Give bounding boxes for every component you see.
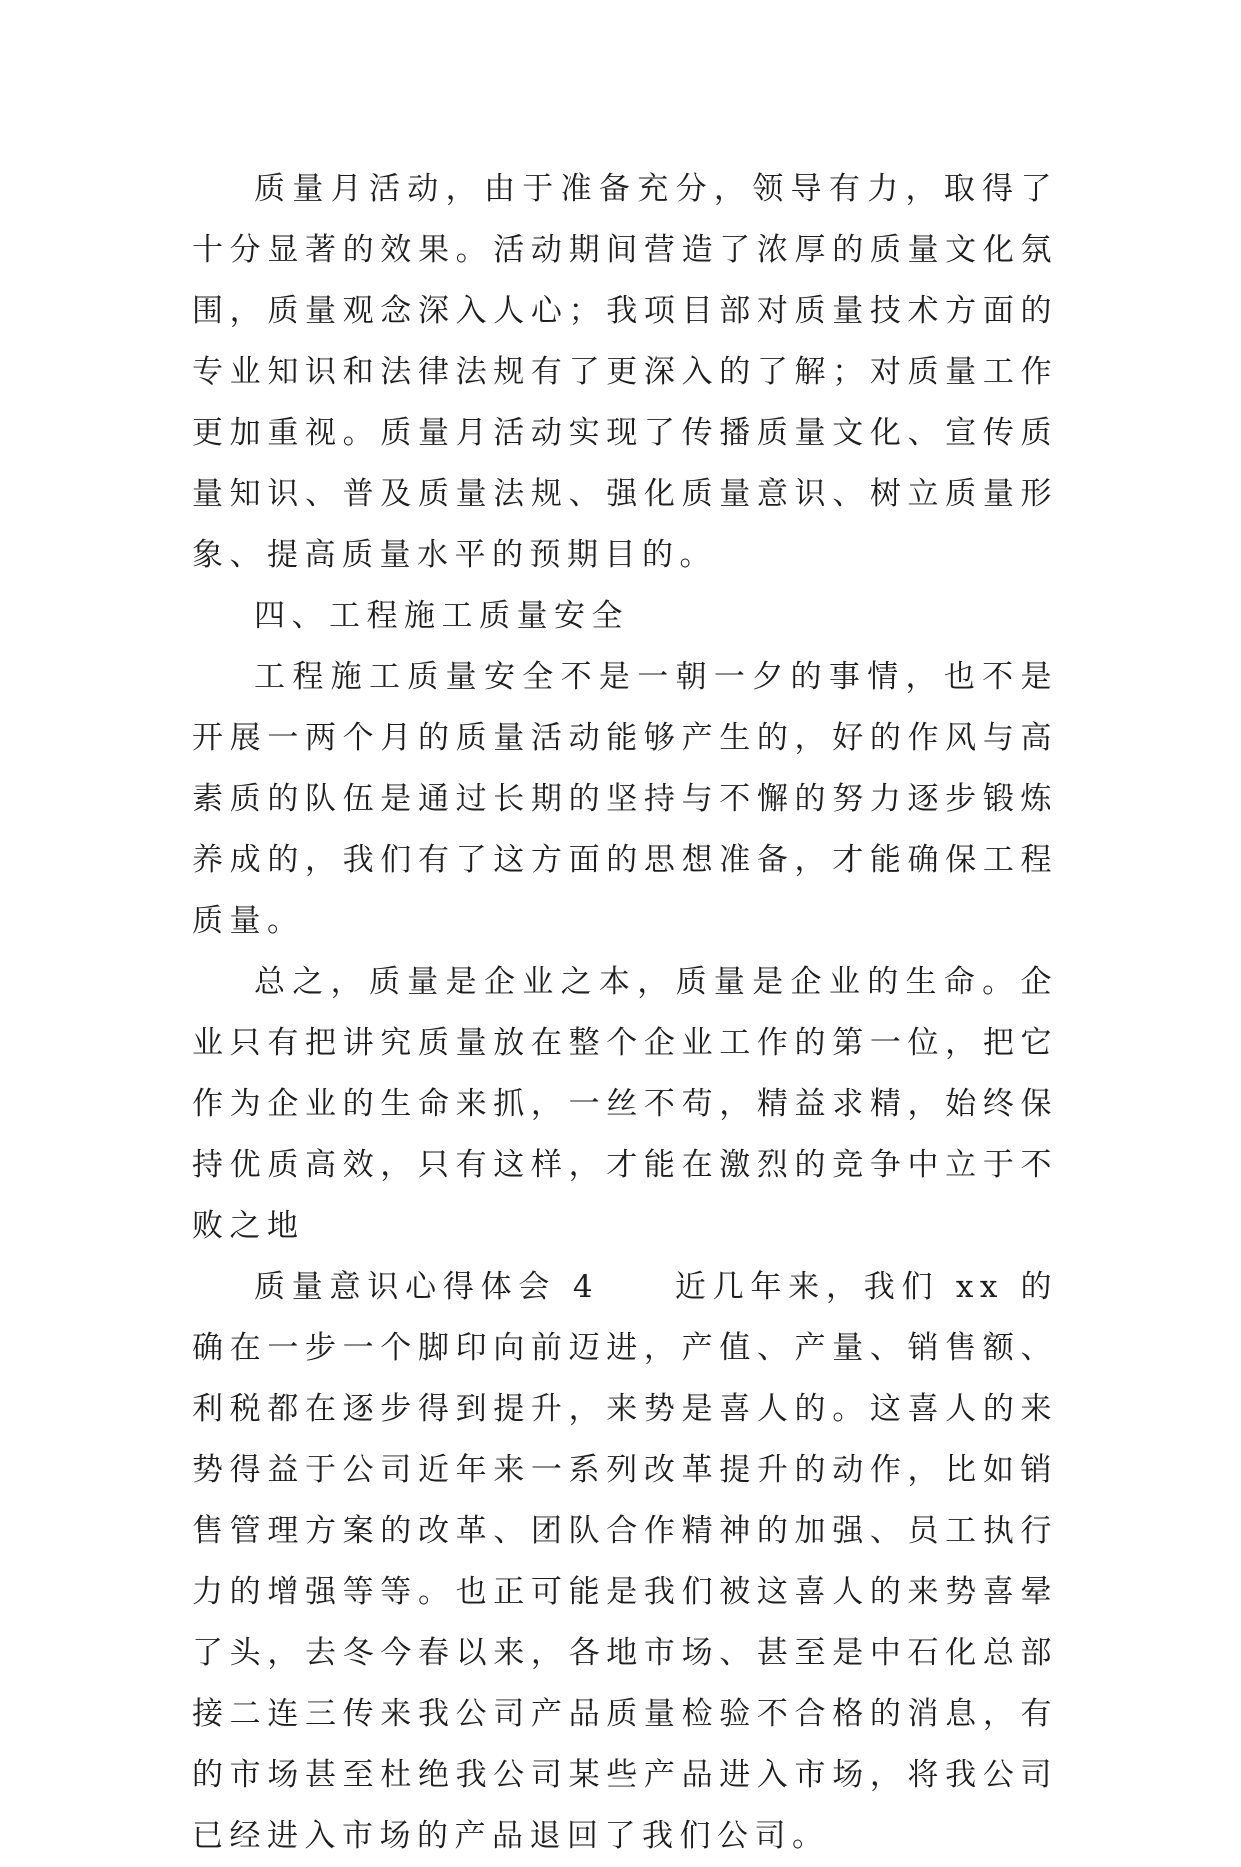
paragraph-construction-quality-safety: 工程施工质量安全不是一朝一夕的事情，也不是开展一两个月的质量活动能够产生的，好的作风与高素质的队伍是通过长期的坚持与不懈的努力逐步锻炼养成的，我们有了这方面的思想准备，才能确保工程质量。 bbox=[192, 659, 1058, 939]
document-body bbox=[192, 159, 1058, 1867]
paragraph-quality-month-result: 质量月活动，由于准备充分，领导有力，取得了十分显著的效果。活动期间营造了浓厚的质量文化氛围，质量观念深入人心；我项目部对质量技术方面的专业知识和法律法规有了更深入的了解；对质量工作更加重视。质量月活动实现了传播质量文化、宣传质量知识、普及质量法规、强化质量意识、树立质量形象、提高质量水平的预期目的。 bbox=[192, 171, 1058, 573]
section-heading-construction-quality-safety: 四、工程施工质量安全 bbox=[254, 598, 629, 634]
paragraph-conclusion: 总之，质量是企业之本，质量是企业的生命。企业只有把讲究质量放在整个企业工作的第一位，把它作为企业的生命来抓，一丝不苟，精益求精，始终保持优质高效，只有这样，才能在激烈的竞争中立于不败之地 bbox=[192, 964, 1058, 1244]
paragraph-experience-4: 质量意识心得体会 4 近几年来，我们 xx 的确在一步一个脚印向前迈进，产值、产量、销售额、利税都在逐步得到提升，来势是喜人的。这喜人的来势得益于公司近年来一系列改革提升的动作，比如销售管理方案的改革、团队合作精神的加强、员工执行力的增强等等。也正可能是我们被这喜人的来势喜晕了头，去冬今春以来，各地市场、甚至是中石化总部接二连三传来我公司产品质量检验不合格的消息，有的市场甚至杜绝我公司某些产品进入市场，将我公司已经进入市场的产品退回了我们公司。 bbox=[192, 1269, 1058, 1854]
